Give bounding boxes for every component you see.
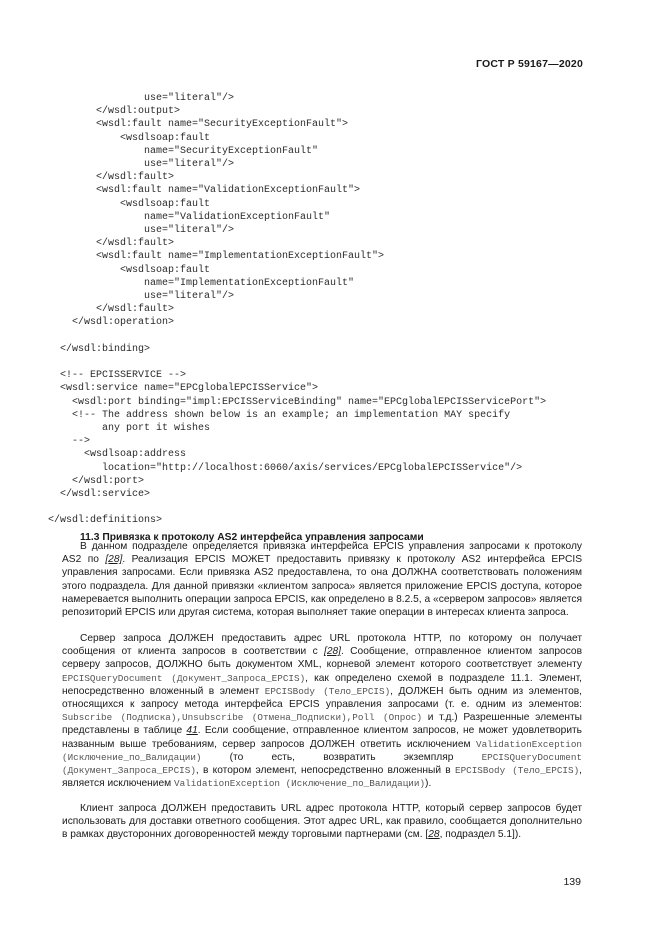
code-line: </wsdl:operation> [48,317,175,329]
code-term: EPCISQueryDocument (Документ_Запроса_EPCIS) [62,751,582,777]
text-run: , является исключением [62,765,582,790]
code-line: <wsdlsoap:fault [48,198,211,210]
text-run: Сервер запроса ДОЛЖЕН предоставить адрес URL протокола HTTP, по которому он получает сообщения от клиента запросов в соответствии с [62,633,582,658]
code-line: use="literal"/> [48,159,235,170]
text-run: . Реализация EPCIS МОЖЕТ предоставить привязку к протоколу AS2 интерфейса EPCIS управления запросами. Если привязка AS2 предоставлена, то она ДОЛЖНА соответствовать положениям этого подраздела. Для данной привязки «клиентом запроса» является приложение EPCIS доступа, которое намеревается выполнить операции запроса EPCIS, как определено в 8.2.5, а «сервером запросов» является репозиторий EPCIS или другая система, которая выполняет такие операции в интересах клиента запроса. [62,554,582,619]
text-run: (то есть, возвратить экземпляр [201,751,482,763]
code-line: <wsdlsoap:fault [48,264,211,276]
code-line: <wsdl:service name="EPCglobalEPCISService"> [48,383,319,395]
code-line: </wsdl:service> [48,489,151,500]
text-run: , подраздел 5.1]). [439,829,522,841]
code-line: use="literal"/> [48,225,235,236]
text-run: Клиент запроса ДОЛЖЕН предоставить URL адрес протокола HTTP, который сервер запросов будет использовать для доставки ответного сообщения. Этот адрес URL, как правило, сообщается дополнительно в рамках двусторонних договоренностей между торговыми партнерами (см. [ [62,803,582,841]
code-term: EPCISBody (Тело_EPCIS) [264,685,391,697]
code-term: Subscribe (Подписка),Unsubscribe (Отмена_Подписки),Poll (Опрос) [62,712,423,724]
text-run: ). [425,778,432,790]
text-run: , в котором элемент, непосредственно вложенный в [195,765,455,777]
text-run: . Сообщение, отправленное клиентом запросов серверу запросов, ДОЛЖНО быть документом XML, корневой элемент которого соответствует элементу [62,646,582,671]
text-run: и т.д.) Разрешенные элементы представлены в таблице [62,712,582,737]
code-line: </wsdl:binding> [48,343,151,355]
code-line: name="ImplementationExceptionFault" [48,277,355,289]
code-line: <wsdl:fault name="SecurityExceptionFault"> [48,119,349,131]
code-line: --> [48,436,91,448]
code-line: <wsdl:fault name="ImplementationExceptionFault"> [48,251,385,263]
text-run: , как определено схемой в подразделе 11.1. Элемент, непосредственно вложенный в элемент [62,672,583,697]
code-line: location="http://localhost:6060/axis/services/EPCglobalEPCISService"/> [48,462,523,474]
reference-link[interactable]: 28 [428,829,440,841]
page-number: 139 [563,876,581,888]
code-line: <wsdlsoap:fault [48,132,211,144]
code-line: </wsdl:fault> [48,238,175,250]
code-line: name="ValidationExceptionFault" [48,211,331,223]
text-run: В данном подразделе определяется привязка интерфейса EPCIS управления запросами к протоколу AS2 по [62,541,582,566]
code-line: </wsdl:fault> [48,172,175,184]
paragraph-client-url [62,802,582,842]
code-term: ValidationException (Исключение_по_Валидации) [62,738,582,763]
code-term: ValidationException (Исключение_по_Валидации) [173,778,426,790]
code-line: </wsdl:definitions> [48,515,163,527]
code-line: </wsdl:fault> [48,304,175,316]
document-header: ГОСТ Р 59167—2020 [475,58,583,70]
code-line: <!-- The address shown below is an example; an implementation MAY specify [48,409,511,421]
paragraph-server-url [62,632,582,790]
paragraph-as2-binding [62,540,582,619]
reference-link[interactable]: [28] [324,646,342,658]
code-line: </wsdl:port> [48,475,145,487]
code-line: any port it wishes [48,423,211,434]
code-line: name="SecurityExceptionFault" [48,145,319,157]
code-line: use="literal"/> [48,291,235,302]
code-line: <!-- EPCISSERVICE --> [48,370,187,382]
table-reference-link[interactable]: 41 [186,725,198,737]
section-heading: 11.3 Привязка к протоколу AS2 интерфейса управления запросами [80,532,424,543]
code-line: <wsdl:port binding="impl:EPCISServiceBinding" name="EPCglobalEPCISServicePort"> [48,396,547,408]
code-line: </wsdl:output> [48,106,181,118]
text-run: , ДОЛЖЕН быть одним из элементов, относящихся к запросу метода интерфейса EPCIS управления запросами (т. е. одним из элементов: [62,685,582,711]
text-run: . Если сообщение, отправленное клиентом запросов, не может удовлетворить названным выше требованиям, сервер запросов ДОЛЖЕН ответить исключением [62,725,582,750]
code-line: <wsdlsoap:address [48,449,187,461]
code-term: EPCISQueryDocument (Документ_Запроса_EPCIS) [62,672,306,684]
code-line: use="literal"/> [48,93,235,104]
code-term: EPCISBody (Тело_EPCIS) [454,765,580,777]
reference-link[interactable]: [28] [105,554,123,566]
code-line: <wsdl:fault name="ValidationExceptionFault"> [48,185,361,197]
